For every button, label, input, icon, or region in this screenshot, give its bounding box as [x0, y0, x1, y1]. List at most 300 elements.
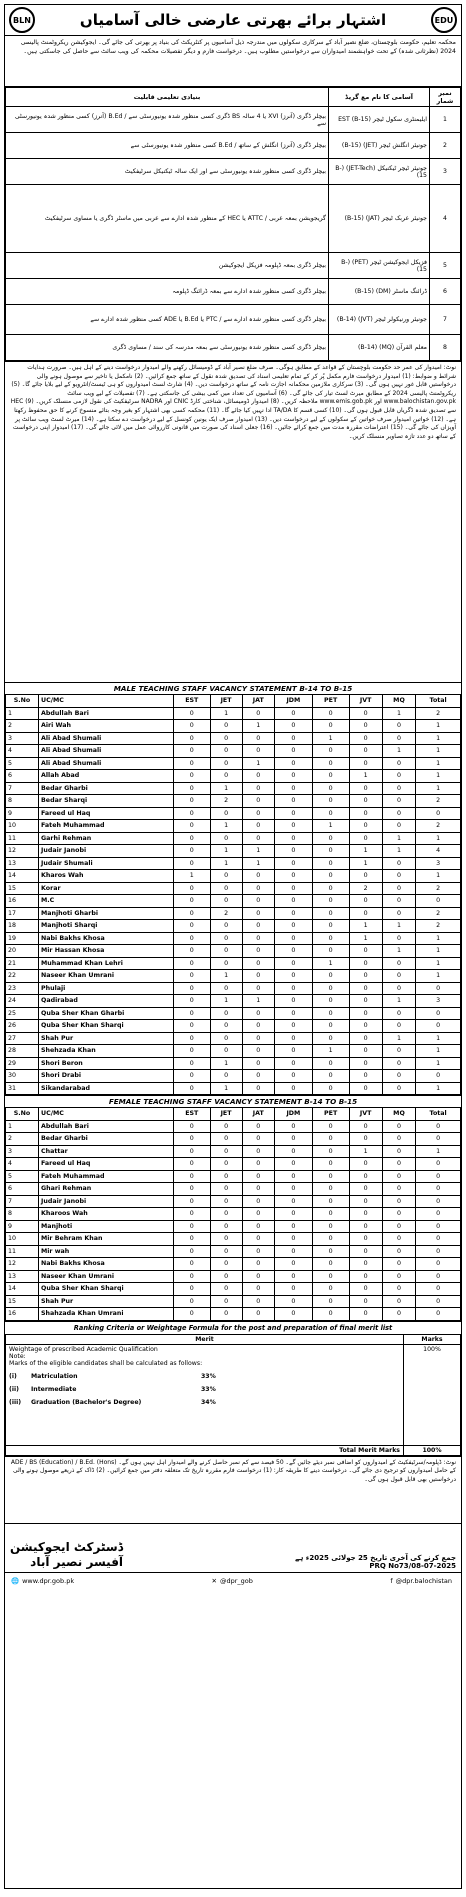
website-link[interactable]: 🌐 www.dpr.gob.pk	[11, 1576, 75, 1585]
table-row	[6, 1295, 461, 1308]
table-cell: 0	[274, 1283, 312, 1296]
ranking-item-label: Graduation (Bachelor's Degree)	[31, 1398, 142, 1406]
table-cell: 3	[416, 857, 461, 870]
table-cell: 0	[416, 1158, 461, 1171]
table-cell: 0	[382, 1070, 415, 1083]
table-cell: 0	[382, 732, 415, 745]
table-cell: 0	[382, 720, 415, 733]
table-cell: 0	[210, 1145, 242, 1158]
table-cell: 0	[274, 932, 312, 945]
table-cell: 0	[274, 820, 312, 833]
uc-name-cell: Abdullah Bari	[39, 1120, 174, 1133]
table-cell: 0	[210, 1183, 242, 1196]
table-cell: 26	[6, 1020, 39, 1033]
table-row	[6, 757, 461, 770]
table-cell: 1	[416, 782, 461, 795]
table-cell: 0	[416, 1120, 461, 1133]
table-cell: 9	[6, 807, 39, 820]
table-cell: 0	[349, 1308, 382, 1321]
post-name: جونیئر انگلش ٹیچر (JET) (B-15)	[329, 133, 430, 159]
table-cell: 0	[349, 1082, 382, 1095]
table-cell: 0	[312, 982, 349, 995]
uc-name-cell: Fareed ul Haq	[39, 1158, 174, 1171]
table-cell: 1	[382, 995, 415, 1008]
table-cell: 0	[210, 1158, 242, 1171]
table-cell: 0	[312, 1158, 349, 1171]
table-cell: 0	[210, 1020, 242, 1033]
female-vacancy-table	[5, 1107, 461, 1321]
table-cell: 3	[6, 1145, 39, 1158]
table-cell: 0	[274, 1133, 312, 1146]
table-cell: 0	[349, 1158, 382, 1171]
table-cell: 0	[312, 907, 349, 920]
table-row	[6, 982, 461, 995]
weightage-table	[5, 1334, 461, 1456]
table-cell: 1	[242, 995, 274, 1008]
table-row	[6, 1158, 461, 1171]
table-cell: 0	[382, 1245, 415, 1258]
table-cell: 0	[174, 1308, 211, 1321]
table-cell: 1	[416, 1057, 461, 1070]
post-qual: بیچلر ڈگری کسی منظور شدہ یونیورسٹی سے اور ایک سالہ ٹیکنیکل سرٹیفکیٹ	[6, 159, 329, 185]
table-cell: 5	[6, 757, 39, 770]
table-cell: 0	[174, 932, 211, 945]
table-cell: 0	[174, 832, 211, 845]
table-cell: 0	[174, 1070, 211, 1083]
uc-name-cell: Quba Sher Khan Sharqi	[39, 1020, 174, 1033]
table-cell: 0	[174, 1295, 211, 1308]
table-cell: 1	[312, 732, 349, 745]
uc-name-cell: Quba Sher Khan Sharqi	[39, 1283, 174, 1296]
table-cell: 0	[312, 932, 349, 945]
table-cell: 0	[312, 1170, 349, 1183]
table-cell: 0	[242, 932, 274, 945]
table-cell: 0	[312, 1308, 349, 1321]
table-cell: 0	[274, 757, 312, 770]
table-cell: 0	[349, 1283, 382, 1296]
table-cell: 0	[349, 1032, 382, 1045]
table-cell: 0	[210, 932, 242, 945]
table-cell: 0	[210, 1032, 242, 1045]
table-cell: 0	[382, 932, 415, 945]
table-cell: 0	[382, 757, 415, 770]
table-cell: 0	[382, 895, 415, 908]
table-cell: 0	[349, 1233, 382, 1246]
uc-name-cell: Airi Wah	[39, 720, 174, 733]
table-cell: 0	[274, 882, 312, 895]
table-cell: 0	[242, 1145, 274, 1158]
table-cell: 22	[6, 970, 39, 983]
table-cell: 1	[210, 1082, 242, 1095]
table-cell: 0	[242, 1045, 274, 1058]
table-cell: 0	[174, 1057, 211, 1070]
table-cell: 0	[312, 1082, 349, 1095]
table-cell: 0	[242, 1208, 274, 1221]
table-cell: 6	[6, 1183, 39, 1196]
twitter-link[interactable]: ✕ @dpr_gob	[211, 1576, 253, 1585]
table-cell: 0	[210, 895, 242, 908]
table-cell: 0	[210, 770, 242, 783]
uc-name-cell: Nabi Bakhs Khosa	[39, 1258, 174, 1271]
table-cell: 0	[312, 707, 349, 720]
table-cell: 0	[274, 1233, 312, 1246]
table-cell: 0	[210, 1133, 242, 1146]
deadline-text: جمع کرنے کی آخری تاریخ 25 جولائی 2025ء ہے	[295, 1553, 456, 1562]
table-cell: 0	[274, 845, 312, 858]
table-cell: 1	[416, 970, 461, 983]
table-cell: 0	[382, 1195, 415, 1208]
table-row	[6, 1308, 461, 1321]
post-qual: گریجویشن بمعہ عربی / ATTC یا HEC کے منظور شدہ ادارے سے عربی میں ماسٹر ڈگری یا مساوی سرٹیفکیٹ	[6, 185, 329, 253]
table-cell: 0	[382, 1183, 415, 1196]
ranking-item-pct: 33%	[201, 1372, 216, 1380]
table-cell: 0	[382, 1020, 415, 1033]
uc-name-cell: Chattar	[39, 1145, 174, 1158]
female-col-header: MQ	[382, 1108, 415, 1121]
table-cell: 0	[210, 920, 242, 933]
post-no: 7	[430, 305, 461, 335]
uc-name-cell: Fateh Muhammad	[39, 1170, 174, 1183]
table-cell: 0	[312, 920, 349, 933]
table-cell: 0	[312, 1283, 349, 1296]
table-cell: 0	[242, 970, 274, 983]
table-cell: 0	[274, 1270, 312, 1283]
table-cell: 1	[210, 845, 242, 858]
table-cell: 0	[242, 945, 274, 958]
table-cell: 16	[6, 895, 39, 908]
social-bar	[5, 1572, 461, 1589]
table-cell: 0	[174, 1032, 211, 1045]
uc-name-cell: Shahzada Khan Umrani	[39, 1308, 174, 1321]
table-row	[6, 707, 461, 720]
table-cell: 6	[6, 770, 39, 783]
prq-number: PRQ No73/08-07-2025	[369, 1561, 456, 1570]
table-cell: 1	[382, 832, 415, 845]
table-cell: 0	[349, 720, 382, 733]
table-cell: 1	[382, 745, 415, 758]
table-cell: 0	[210, 1295, 242, 1308]
table-cell: 0	[382, 1082, 415, 1095]
table-row	[6, 1270, 461, 1283]
table-cell: 20	[6, 945, 39, 958]
male-col-header: JDM	[274, 695, 312, 708]
table-cell: 0	[382, 1133, 415, 1146]
table-cell: 0	[174, 1258, 211, 1271]
table-cell: 0	[312, 857, 349, 870]
table-cell: 0	[349, 1133, 382, 1146]
ranking-item-no: (ii)	[9, 1385, 19, 1393]
table-cell: 0	[174, 1183, 211, 1196]
female-col-header: JAT	[242, 1108, 274, 1121]
table-cell: 0	[242, 1245, 274, 1258]
female-vacancy-title: FEMALE TEACHING STAFF VACANCY STATEMENT B-14 TO B-15	[5, 1095, 461, 1107]
table-cell: 0	[312, 1032, 349, 1045]
male-col-header: S.No	[6, 695, 39, 708]
uc-name-cell: Allah Abad	[39, 770, 174, 783]
table-cell: 0	[274, 920, 312, 933]
post-qual: بیچلر ڈگری (آنرز) XVI یا 4 سالہ BS ڈگری کسی منظور شدہ یونیورسٹی سے / B.Ed (آنرز) کسی منظور شدہ یونیورسٹی سے	[6, 107, 329, 133]
table-cell: 0	[349, 795, 382, 808]
table-cell: 1	[382, 707, 415, 720]
table-cell: 0	[382, 1295, 415, 1308]
female-col-header: JVT	[349, 1108, 382, 1121]
table-cell: 2	[6, 720, 39, 733]
table-cell: 0	[242, 1295, 274, 1308]
table-cell: 0	[382, 795, 415, 808]
uc-name-cell: Ali Abad Shumali	[39, 745, 174, 758]
weightage-label: Weightage of prescribed Academic Qualification	[9, 1345, 158, 1353]
table-row	[6, 1258, 461, 1271]
table-cell: 0	[349, 1170, 382, 1183]
table-cell: 4	[6, 745, 39, 758]
table-cell: 11	[6, 832, 39, 845]
table-cell: 0	[274, 770, 312, 783]
table-cell: 1	[349, 857, 382, 870]
table-cell: 2	[416, 707, 461, 720]
table-cell: 0	[312, 882, 349, 895]
table-cell: 21	[6, 957, 39, 970]
table-cell: 0	[416, 1133, 461, 1146]
table-row	[6, 720, 461, 733]
table-cell: 0	[242, 1258, 274, 1271]
table-row	[6, 957, 461, 970]
table-cell: 0	[416, 1070, 461, 1083]
uc-name-cell: Nabi Bakhs Khosa	[39, 932, 174, 945]
table-cell: 0	[382, 1283, 415, 1296]
table-cell: 1	[416, 757, 461, 770]
table-cell: 0	[174, 1220, 211, 1233]
table-cell: 1	[210, 857, 242, 870]
table-row	[6, 1145, 461, 1158]
weightage-marks: 100%	[404, 1344, 461, 1445]
table-cell: 0	[349, 832, 382, 845]
table-row	[6, 932, 461, 945]
table-cell: 1	[416, 1145, 461, 1158]
table-cell: 12	[6, 845, 39, 858]
uc-name-cell: Bedar Gharbi	[39, 782, 174, 795]
table-cell: 0	[416, 1170, 461, 1183]
table-cell: 0	[274, 1208, 312, 1221]
education-logo-icon: EDU	[431, 7, 457, 33]
table-cell: 0	[416, 895, 461, 908]
table-cell: 0	[382, 1208, 415, 1221]
post-no: 2	[430, 133, 461, 159]
table-cell: 0	[174, 1270, 211, 1283]
table-cell: 1	[312, 820, 349, 833]
table-cell: 0	[312, 757, 349, 770]
table-cell: 0	[242, 882, 274, 895]
table-cell: 15	[6, 1295, 39, 1308]
table-cell: 0	[416, 1245, 461, 1258]
post-no: 8	[430, 335, 461, 361]
table-cell: 23	[6, 982, 39, 995]
post-no: 1	[430, 107, 461, 133]
table-cell: 1	[312, 1045, 349, 1058]
male-vacancy-table	[5, 694, 461, 1095]
table-cell: 0	[242, 957, 274, 970]
table-cell: 0	[382, 1220, 415, 1233]
table-cell: 0	[312, 1070, 349, 1083]
table-cell: 0	[382, 782, 415, 795]
posts-table	[5, 87, 461, 361]
table-cell: 0	[210, 732, 242, 745]
ranking-item-no: (i)	[9, 1372, 17, 1380]
post-name: جونیئر عربک ٹیچر (JAT) (B-15)	[329, 185, 430, 253]
table-cell: 0	[312, 845, 349, 858]
table-cell: 0	[274, 1183, 312, 1196]
table-row	[6, 882, 461, 895]
table-cell: 0	[174, 957, 211, 970]
table-cell: 10	[6, 1233, 39, 1246]
table-cell: 0	[416, 1020, 461, 1033]
table-cell: 0	[210, 1258, 242, 1271]
table-cell: 0	[416, 1007, 461, 1020]
table-cell: 0	[349, 907, 382, 920]
table-cell: 3	[416, 995, 461, 1008]
table-cell: 0	[210, 757, 242, 770]
table-cell: 1	[210, 707, 242, 720]
table-cell: 1	[416, 1082, 461, 1095]
table-cell: 0	[210, 1007, 242, 1020]
signature-line-1: ڈسٹرکٹ ایجوکیشن	[10, 1539, 124, 1554]
table-cell: 0	[312, 720, 349, 733]
uc-name-cell: Shori Beron	[39, 1057, 174, 1070]
table-cell: 0	[274, 1032, 312, 1045]
table-cell: 0	[349, 1045, 382, 1058]
male-col-header: JET	[210, 695, 242, 708]
table-cell: 0	[312, 895, 349, 908]
post-row	[6, 253, 461, 279]
table-cell: 0	[174, 857, 211, 870]
table-cell: 0	[349, 970, 382, 983]
table-cell: 28	[6, 1045, 39, 1058]
table-cell: 1	[416, 732, 461, 745]
notes-paragraph: نوٹ: امیدوار کی عمر حد حکومت بلوچستان کے قواعد کے مطابق ہوگی۔ صرف ضلع نصیر آباد کے ڈومیسائل رکھنے والے امیدوار درخواست دینے کے اہل ہیں۔ صرورت ہدایات شرائط و ضوابط: (1) امیدوار درخواست فارم مکمل پُر کر کے تمام تعلیمی اسناد کی تصدیق شدہ نقول کے ساتھ جمع کرائیں۔ (2) نامکمل یا تاخیر سے موصول ہونے والی درخواستیں قابل غور نہیں ہوں گی۔ (3) سرکاری ملازمین محکمانہ اجازت نامہ کے ساتھ درخواست دیں۔ (4) شارٹ لسٹ امیدواروں کو ہی ٹیسٹ/انٹرویو کے لیے بلایا جائے گا۔ (5) ریکروٹمنٹ پالیسی 2024 کے مطابق میرٹ لسٹ تیار کی جائے گی۔ (6) آسامیوں کی تعداد میں کمی بیشی کی جاسکتی ہے۔ (7) تفصیلات کے لیے ویب سائٹ www.balochistan.gov.pk اور www.emis.gob.pk ملاحظہ کریں۔ (8) امیدوار ڈومیسائل، شناختی کارڈ CNIC اور NADRA سرٹیفکیٹ کی نقول لازمی منسلک کریں۔ (9) HEC سے تصدیق شدہ ڈگریاں قابل قبول ہوں گی۔ (10) کسی قسم کا TA/DA ادا نہیں کیا جائے گا۔ (11) محکمہ کسی بھی اشتہار کو بغیر وجہ بتائے منسوخ کرنے کا حق محفوظ رکھتا ہے۔ (12) خواتین امیدوار صرف خواتین کے سکولوں کے لیے درخواست دیں۔ (13) امیدوار صرف ایک یونین کونسل کے لیے درخواست دے سکتا ہے۔ (14) میرٹ لسٹ ویب سائٹ پر آویزاں کی جائے گی۔ (15) اعتراضات مقررہ مدت میں جمع کرائے جائیں۔ (16) جعلی اسناد کی صورت میں قانونی کارروائی عمل میں لائی جائے گی۔ (17) امیدوار اپنی درخواست کے ساتھ دو عدد تازہ تصاویر منسلک کریں۔	[5, 361, 461, 682]
table-cell: 1	[242, 845, 274, 858]
table-cell: 2	[349, 882, 382, 895]
male-col-header: PET	[312, 695, 349, 708]
table-cell: 0	[274, 857, 312, 870]
table-cell: 1	[416, 720, 461, 733]
table-row	[6, 945, 461, 958]
table-cell: 0	[174, 845, 211, 858]
table-row	[6, 782, 461, 795]
table-cell: 7	[6, 1195, 39, 1208]
table-cell: 0	[242, 982, 274, 995]
table-row	[6, 845, 461, 858]
table-row	[6, 1220, 461, 1233]
table-cell: 0	[349, 1220, 382, 1233]
table-cell: 0	[242, 1283, 274, 1296]
table-cell: 27	[6, 1032, 39, 1045]
table-row	[6, 1045, 461, 1058]
post-no: 3	[430, 159, 461, 185]
male-col-header: EST	[174, 695, 211, 708]
table-cell: 1	[416, 870, 461, 883]
table-cell: 1	[174, 870, 211, 883]
table-cell: 0	[174, 795, 211, 808]
table-cell: 0	[349, 757, 382, 770]
table-cell: 0	[210, 1208, 242, 1221]
table-cell: 4	[416, 845, 461, 858]
table-cell: 0	[274, 1258, 312, 1271]
table-cell: 0	[210, 1220, 242, 1233]
post-name: جونیئر ٹیچر ٹیکنیکل (JET-Tech) (B-15)	[329, 159, 430, 185]
table-row	[6, 857, 461, 870]
table-cell: 0	[349, 995, 382, 1008]
table-cell: 0	[274, 1045, 312, 1058]
table-cell: 13	[6, 1270, 39, 1283]
uc-name-cell: M.C	[39, 895, 174, 908]
table-cell: 0	[416, 1308, 461, 1321]
table-cell: 0	[174, 1145, 211, 1158]
table-cell: 0	[174, 1045, 211, 1058]
table-cell: 0	[312, 1145, 349, 1158]
table-cell: 0	[242, 1070, 274, 1083]
table-cell: 0	[312, 1245, 349, 1258]
twitter-icon: ✕	[211, 1576, 217, 1585]
table-cell: 0	[210, 882, 242, 895]
table-cell: 0	[274, 957, 312, 970]
table-cell: 0	[312, 1233, 349, 1246]
table-cell: 0	[242, 807, 274, 820]
table-cell: 0	[274, 1170, 312, 1183]
table-cell: 0	[349, 732, 382, 745]
marks-header: Marks	[404, 1334, 461, 1344]
table-cell: 0	[242, 832, 274, 845]
post-qual: بیچلر ڈگری کسی منظور شدہ ادارے سے / PTC یا B.Ed یا ADE کسی منظور شدہ ادارے سے	[6, 305, 329, 335]
table-row	[6, 807, 461, 820]
uc-name-cell: Fateh Muhammad	[39, 820, 174, 833]
table-cell: 0	[349, 945, 382, 958]
table-row	[6, 1233, 461, 1246]
table-cell: 0	[242, 782, 274, 795]
uc-name-cell: Judair Janobi	[39, 845, 174, 858]
table-cell: 1	[349, 845, 382, 858]
facebook-link[interactable]: f @dpr.balochistan	[390, 1576, 452, 1585]
table-row	[6, 895, 461, 908]
table-cell: 0	[349, 1183, 382, 1196]
table-cell: 0	[210, 1308, 242, 1321]
table-cell: 0	[416, 1283, 461, 1296]
table-cell: 0	[349, 1295, 382, 1308]
table-cell: 0	[349, 1208, 382, 1221]
female-col-header: PET	[312, 1108, 349, 1121]
table-cell: 0	[242, 745, 274, 758]
table-cell: 1	[382, 1032, 415, 1045]
table-cell: 0	[382, 907, 415, 920]
table-cell: 0	[382, 857, 415, 870]
table-cell: 0	[274, 1070, 312, 1083]
uc-name-cell: Manjhoti	[39, 1220, 174, 1233]
table-cell: 0	[210, 1245, 242, 1258]
total-merit-label: Total Merit Marks	[6, 1445, 404, 1455]
table-cell: 2	[416, 820, 461, 833]
table-cell: 0	[242, 1308, 274, 1321]
male-col-header: Total	[416, 695, 461, 708]
table-cell: 0	[416, 982, 461, 995]
table-cell: 1	[416, 932, 461, 945]
post-qual: بیچلر ڈگری کسی منظور شدہ ادارے سے بمعہ ڈرائنگ ڈپلومہ	[6, 279, 329, 305]
table-cell: 0	[312, 1208, 349, 1221]
male-col-header: JVT	[349, 695, 382, 708]
table-cell: 8	[6, 795, 39, 808]
intro-paragraph: محکمہ تعلیم، حکومت بلوچستان، ضلع نصیر آباد کے سرکاری سکولوں میں مندرجہ ذیل آسامیوں پر کنٹریکٹ کی بنیاد پر بھرتی کی جائے گی۔ ایجوکیشن ریکروٹمنٹ پالیسی 2024 (نظرثانی شدہ) کے تحت خواہشمند امیدواران سے درخواستیں مطلوب ہیں۔ درخواست فارم و دیگر تفصیلات محکمہ کی ویب سائٹ سے حاصل کی جاسکتی ہیں۔	[5, 36, 461, 87]
table-cell: 0	[242, 732, 274, 745]
table-cell: 0	[210, 832, 242, 845]
table-cell: 0	[382, 1120, 415, 1133]
table-cell: 1	[6, 1120, 39, 1133]
